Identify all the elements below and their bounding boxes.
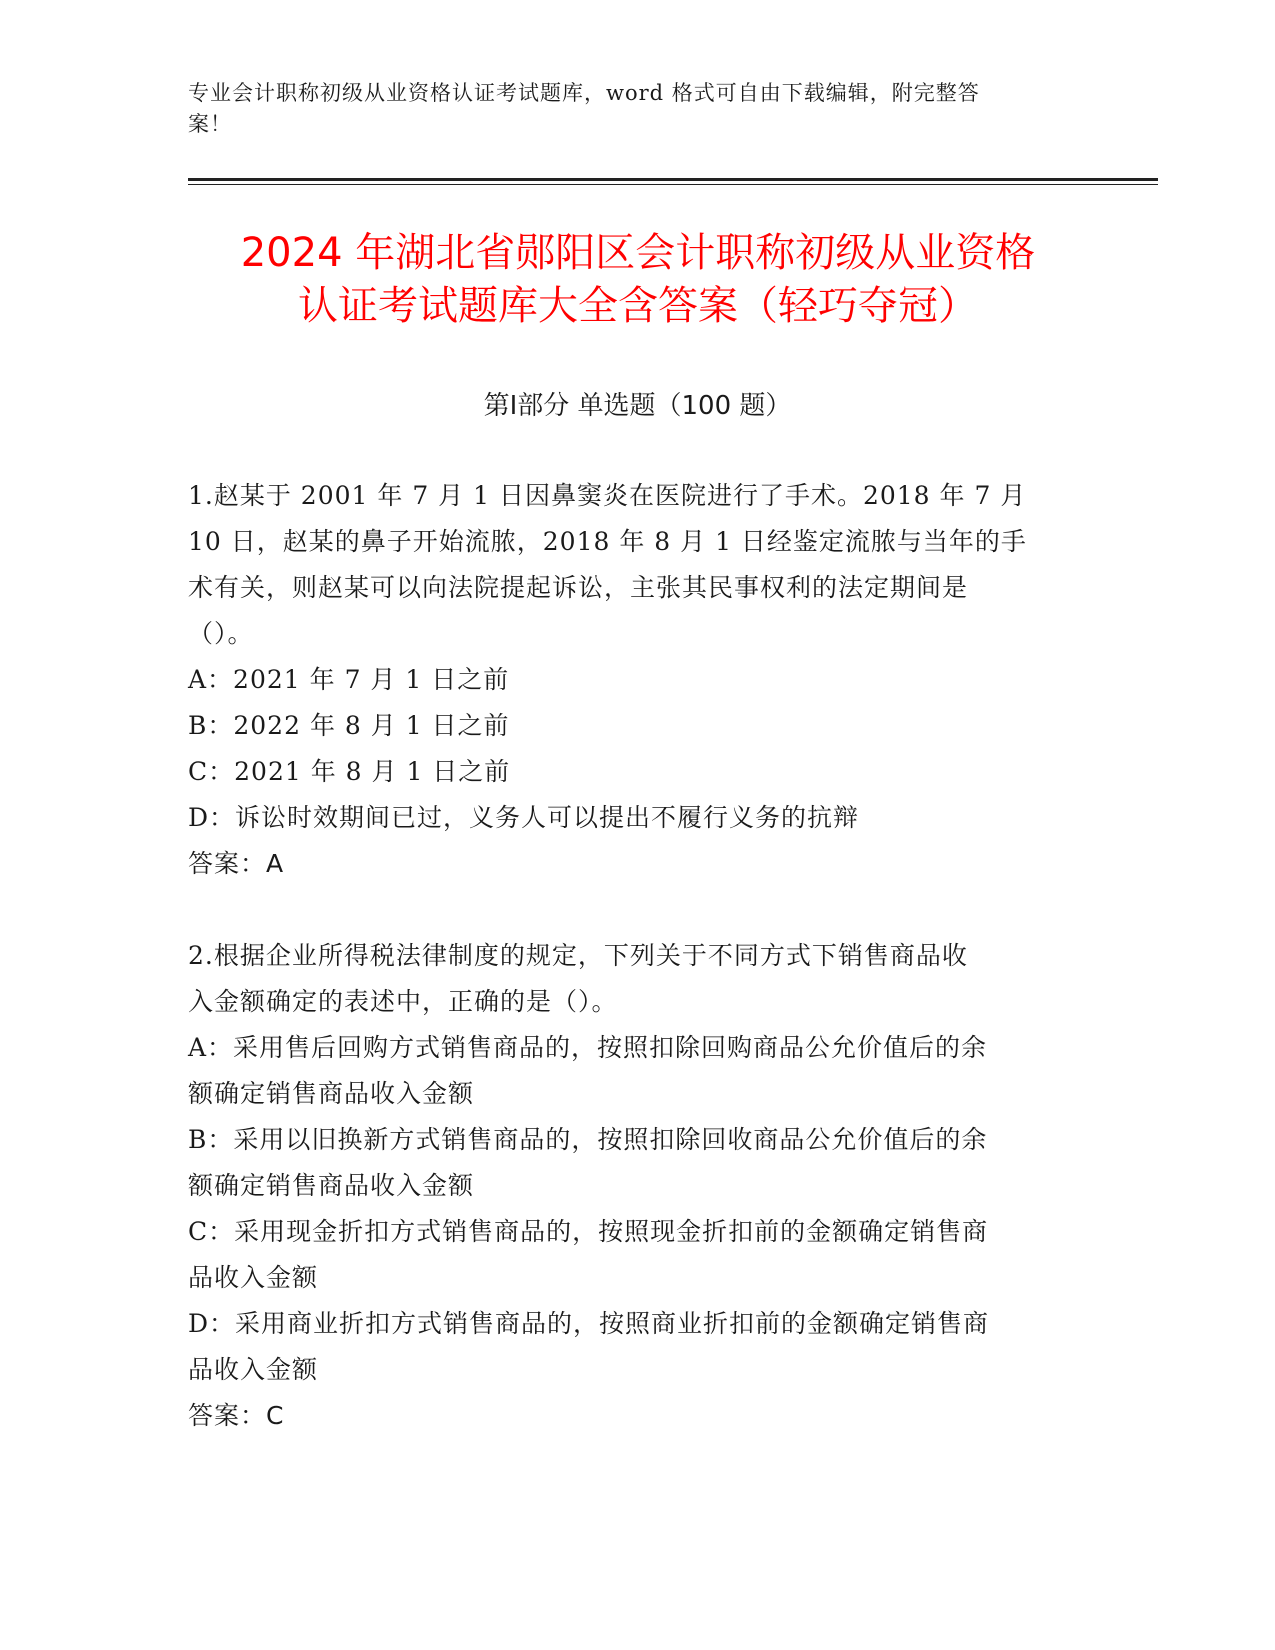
option-a-cont: 额确定销售商品收入金额 <box>188 1079 475 1108</box>
header-note-line: 专业会计职称初级从业资格认证考试题库，word 格式可自由下载编辑，附完整答 <box>188 81 980 105</box>
option-b: B：2022 年 8 月 1 日之前 <box>188 711 510 740</box>
header-note <box>188 78 1088 140</box>
question-stem-line: 入金额确定的表述中，正确的是（）。 <box>188 987 618 1016</box>
header-rule-thin <box>188 184 1158 185</box>
header-note-line: 案！ <box>188 112 232 136</box>
option-b-cont: 额确定销售商品收入金额 <box>188 1171 475 1200</box>
header-rule-thick <box>188 178 1158 181</box>
question-spacer <box>188 887 1088 933</box>
option-c: C：2021 年 8 月 1 日之前 <box>188 757 511 786</box>
option-a: A：2021 年 7 月 1 日之前 <box>188 665 510 694</box>
title-line: 认证考试题库大全含答案（轻巧夺冠） <box>298 283 978 329</box>
question-stem-line: 1.赵某于 2001 年 7 月 1 日因鼻窦炎在医院进行了手术。2018 年 7 月 <box>188 481 1027 510</box>
question-1 <box>188 473 1088 887</box>
question-stem-line: 术有关，则赵某可以向法院提起诉讼，主张其民事权利的法定期间是 <box>188 573 969 602</box>
option-c-cont: 品收入金额 <box>188 1263 319 1292</box>
question-stem-line: 2.根据企业所得税法律制度的规定，下列关于不同方式下销售商品收 <box>188 941 968 970</box>
document-title <box>188 227 1088 333</box>
answer-label: 答案：C <box>188 1401 285 1430</box>
title-line: 2024 年湖北省郧阳区会计职称初级从业资格 <box>240 230 1036 276</box>
option-d: D：诉讼时效期间已过，义务人可以提出不履行义务的抗辩 <box>188 803 860 832</box>
option-b: B：采用以旧换新方式销售商品的，按照扣除回收商品公允价值后的余 <box>188 1125 988 1154</box>
question-2 <box>188 933 1088 1439</box>
question-stem-line: （）。 <box>188 619 254 648</box>
option-a: A：采用售后回购方式销售商品的，按照扣除回购商品公允价值后的余 <box>188 1033 988 1062</box>
option-d-cont: 品收入金额 <box>188 1355 319 1384</box>
question-stem-line: 10 日，赵某的鼻子开始流脓，2018 年 8 月 1 日经鉴定流脓与当年的手 <box>188 527 1027 556</box>
section-heading: 第Ⅰ部分 单选题（100 题） <box>483 391 792 421</box>
option-c: C：采用现金折扣方式销售商品的，按照现金折扣前的金额确定销售商 <box>188 1217 989 1246</box>
question-list <box>188 473 1088 1439</box>
answer-label: 答案：A <box>188 849 285 878</box>
option-d: D：采用商业折扣方式销售商品的，按照商业折扣前的金额确定销售商 <box>188 1309 990 1338</box>
